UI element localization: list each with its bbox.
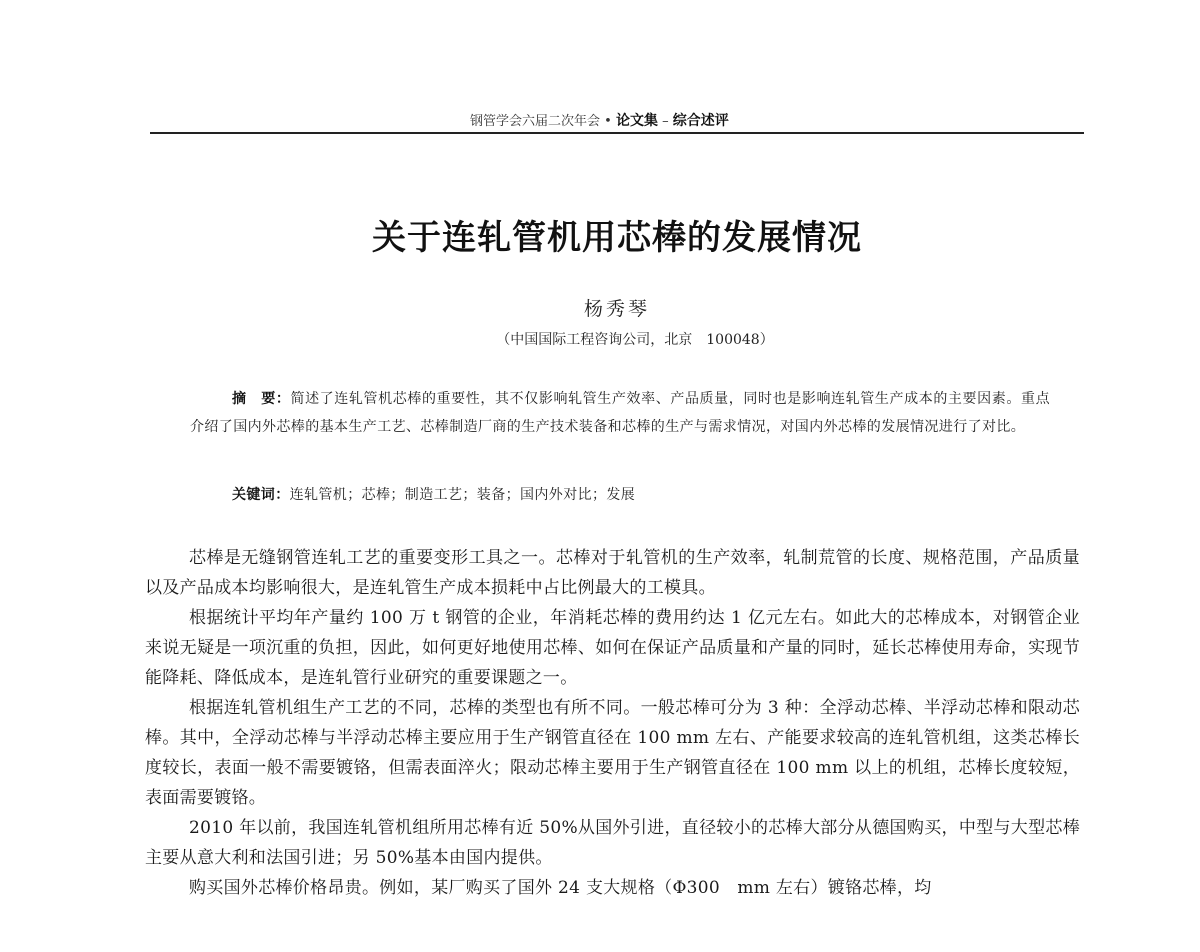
author-affiliation: （中国国际工程咨询公司，北京 100048） <box>496 332 774 348</box>
abstract-text: 简述了连轧管机芯棒的重要性，其不仅影响轧管生产效率、产品质量，同时也是影响连轧管生产成本的主要因素。重点介绍了国内外芯棒的基本生产工艺、芯棒制造厂商的生产技术装备和芯棒的生产与需求情况，对国内外芯棒的发展情况进行了对比。 <box>190 391 1051 435</box>
keywords <box>232 484 1052 504</box>
body-paragraph: 根据连轧管机组生产工艺的不同，芯棒的类型也有所不同。一般芯棒可分为 3 种：全浮动芯棒、半浮动芯棒和限动芯棒。其中，全浮动芯棒与半浮动芯棒主要应用于生产钢管直径在 100 mm 左右、产能要求较高的连轧管机组，这类芯棒长度较长，表面一般不需要镀铬，但需表面淬火；限动芯棒主要用于生产钢管直径在 100 mm 以上的机组，芯棒长度较短，表面需要镀铬。 <box>145 698 1080 808</box>
body-paragraph: 根据统计平均年产量约 100 万 t 钢管的企业，年消耗芯棒的费用约达 1 亿元左右。如此大的芯棒成本，对钢管企业来说无疑是一项沉重的负担，因此，如何更好地使用芯棒、如何在保证产品质量和产量的同时，延长芯棒使用寿命，实现节能降耗、降低成本，是连轧管行业研究的重要课题之一。 <box>145 608 1080 688</box>
body-paragraph: 芯棒是无缝钢管连轧工艺的重要变形工具之一。芯棒对于轧管机的生产效率，轧制荒管的长度、规格范围，产品质量以及产品成本均影响很大，是连轧管生产成本损耗中占比例最大的工模具。 <box>145 548 1080 598</box>
body-text <box>145 543 1080 903</box>
series-name: 论文集 <box>615 113 658 129</box>
running-header-text: 钢管学会六届二次年会 • 论文集 – 综合述评 <box>470 113 729 129</box>
header-separator: – <box>662 114 669 129</box>
conference-name: 钢管学会六届二次年会 <box>470 114 601 129</box>
body-paragraph: 2010 年以前，我国连轧管机组所用芯棒有近 50%从国外引进，直径较小的芯棒大部分从德国购买，中型与大型芯棒主要从意大利和法国引进；另 50%基本由国内提供。 <box>145 818 1080 868</box>
running-header <box>150 106 1084 134</box>
keywords-text: 连轧管机；芯棒；制造工艺；装备；国内外对比；发展 <box>289 487 636 503</box>
abstract-label: 摘 要： <box>232 391 291 407</box>
keywords-label: 关键词： <box>232 487 290 503</box>
paper-title: 关于连轧管机用芯棒的发展情况 <box>372 218 862 258</box>
abstract <box>190 385 1050 441</box>
body-paragraph: 购买国外芯棒价格昂贵。例如，某厂购买了国外 24 支大规格（Φ300 mm 左右）镀铬芯棒，均 <box>189 878 932 898</box>
section-name: 综合述评 <box>672 113 729 129</box>
author-name: 杨秀琴 <box>583 298 650 320</box>
